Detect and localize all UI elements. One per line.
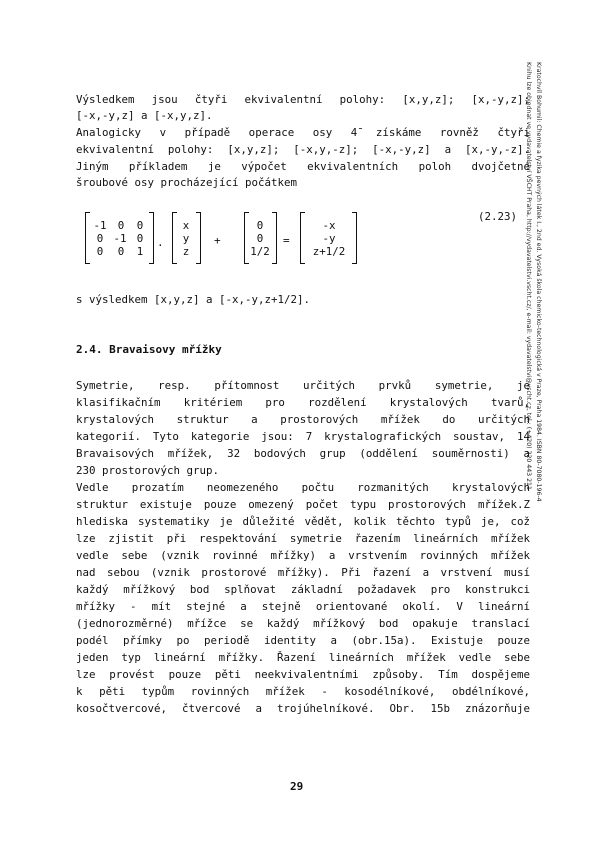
matrix-cell: 1 [136, 245, 144, 258]
matrix-cell: 0 [117, 245, 125, 258]
text-line: kosočtvercové, čtvercové a trojúhelníkové. Obr. 15b znázorňuje [76, 702, 530, 715]
vector-cell: x [182, 219, 190, 232]
equals-sign: = [283, 234, 290, 247]
multiply-dot: . [157, 236, 164, 249]
text-line: s výsledkem [x,y,z] a [-x,-y,z+1/2]. [76, 293, 311, 306]
text-line: jeden typ lineární mřížky. Řazení lineárních mřížek vedle sebe [76, 651, 530, 664]
text-line: Symetrie, resp. přítomnost určitých prvků symetrie, je [76, 379, 530, 392]
vector-cell: y [182, 232, 190, 245]
text-line: (jednorozměrné) mřížce se každý mřížkový bod opakuje translací [76, 617, 530, 630]
text-line: lze provést pouze pěti neekvivalentními způsoby. Tím dospějeme [76, 668, 530, 681]
text-line: Vedle prozatím neomezeného počtu rozmanitých krystalových [76, 481, 530, 494]
plus-sign: + [214, 234, 221, 247]
text-line: Analogicky v případě operace osy 4̄ získáme rovněž čtyři [76, 126, 530, 139]
equation-number: (2.23) [478, 210, 518, 223]
text-line: struktur existuje pouze omezený počet typu prostorových mřížek.Z [76, 498, 530, 511]
text-line: k pěti typům rovinných mřížek - kosodélníkové, obdélníkové, [76, 685, 530, 698]
text-line: mřížky - mít stejné a stejně orientované okolí. V lineární [76, 600, 530, 613]
result-cell: -x [322, 219, 336, 232]
text-line: Jiným příkladem je výpočet ekvivalentních poloh dvojčetné [76, 160, 530, 173]
vector-right-bracket [196, 212, 201, 264]
text-line: lze zjistit při respektování symetrie řazením lineárních mřížek [76, 532, 530, 545]
text-line: podél přímky po periodě identity a (obr.15a). Existuje pouze [76, 634, 530, 647]
matrix-cell: 0 [136, 219, 144, 232]
text-line: vedle sebe (vznik rovinné mřížky) a vrstvením rovinných mřížek [76, 549, 530, 562]
result-cell: -y [322, 232, 336, 245]
text-line: ekvivalentní polohy: [x,y,z]; [-x,y,-z]; [-x,-y,z] a [x,-y,-z]. [76, 143, 530, 156]
text-line: klasifikačním kritériem pro rozdělení krystalových tvarů, [76, 396, 530, 409]
side-citation-line-1: Kratochvíl Bohumil: Chemie a fyzika pevných látek I., 2nd ed. Vysoká škola chemicko-technologická v Praze, Praha 1984. ISBN 80-7080-196-4 [535, 62, 542, 502]
vector-cell: z [182, 245, 190, 258]
result-cell: z+1/2 [312, 245, 346, 258]
text-line: každý mřížkový bod splňovat základní požadavek pro konstrukci [76, 583, 530, 596]
matrix-right-bracket [149, 212, 154, 264]
side-citation-line-2: Knihu lze objednat ve vydavatelství VŠCHT Praha, http://vydavatelstvi.vscht.cz/, e-mail: vydavatelstvi@vscht.cz, tel.: (+420) 220 443 211 [525, 62, 532, 490]
matrix-cell: 0 [96, 232, 104, 245]
translation-cell: 0 [256, 219, 264, 232]
translation-cell: 1/2 [250, 245, 270, 258]
page-number: 29 [290, 780, 304, 793]
translation-cell: 0 [256, 232, 264, 245]
text-line: Výsledkem jsou čtyři ekvivalentní polohy: [x,y,z]; [x,-y,z]; [76, 93, 530, 106]
text-line: kategorií. Tyto kategorie jsou: 7 krystalografických soustav, 14 [76, 430, 530, 443]
text-line: hlediska systematiky je důležité vědět, kolik těchto typů je, což [76, 515, 530, 528]
text-line: šroubové osy procházející počátkem [76, 176, 298, 189]
text-line: Bravaisových mřížek, 32 bodových grup (oddělení souměrnosti) a [76, 447, 530, 460]
section-heading: 2.4. Bravaisovy mřížky [76, 343, 222, 356]
text-line: [-x,-y,z] a [-x,y,z]. [76, 109, 213, 122]
matrix-cell: 0 [117, 219, 125, 232]
matrix-cell: 0 [96, 245, 104, 258]
text-line: krystalových struktur a prostorových mřížek do určitých [76, 413, 530, 426]
matrix-cell: -1 [93, 219, 107, 232]
matrix-cell: -1 [113, 232, 127, 245]
text-line: 230 prostorových grup. [76, 464, 220, 477]
matrix-cell: 0 [136, 232, 144, 245]
text-line: nad sebou (vznik prostorové mřížky). Při řazení a vrstvení musí [76, 566, 530, 579]
